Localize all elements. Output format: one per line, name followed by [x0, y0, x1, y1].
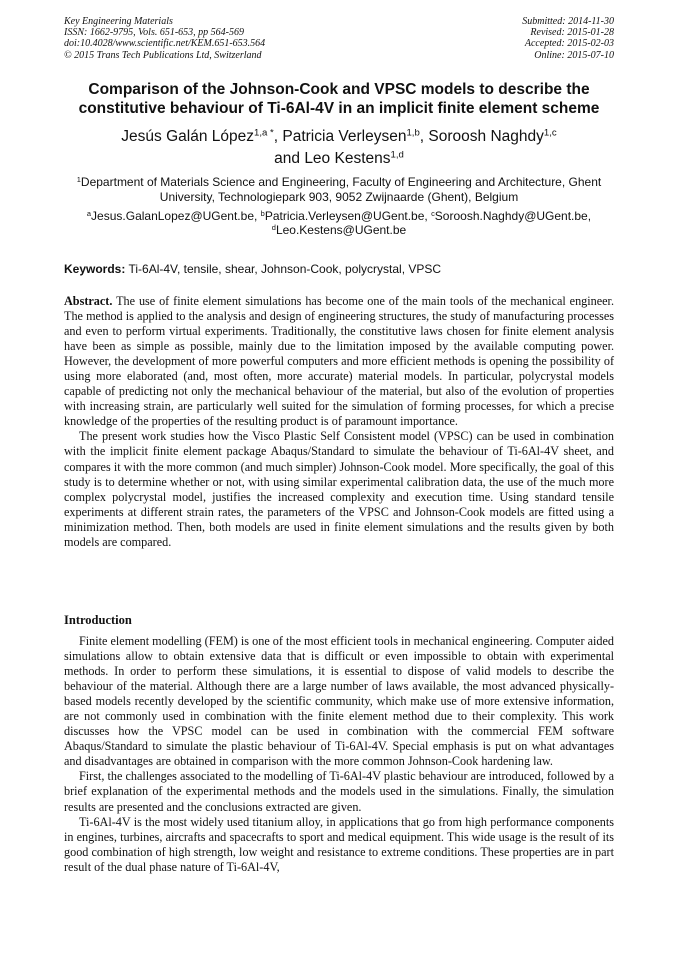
accepted-date: Accepted: 2015-02-03	[524, 38, 614, 50]
abstract-label: Abstract.	[64, 294, 113, 308]
journal-name: Key Engineering Materials	[64, 16, 173, 27]
email-list: $^a$Jesus.GalanLopez@UGent.be, $^b$Patricia.Verleysen@UGent.be, $^c$Soroosh.Naghdy@UGent.be, $^d$Leo.Kestens@UGent.be	[86, 208, 592, 237]
email-link[interactable]: Jesus.GalanLopez@UGent.be	[91, 209, 254, 223]
email-link[interactable]: Patricia.Verleysen@UGent.be	[264, 209, 425, 223]
issn-line: ISSN: 1662-9795, Vols. 651-653, pp 564-569	[64, 27, 244, 39]
title-line-1: Comparison of the Johnson-Cook and VPSC models to describe the	[88, 81, 590, 98]
revised-date: Revised: 2015-01-28	[530, 27, 614, 39]
intro-paragraph-1: Finite element modelling (FEM) is one of the most efficient tools in mechanical engineering. Computer aided simulations allow to obtain extensive data that is difficult or even impossible to obtain with experimental methods. In order to perform these simulations, it is essential to dispose of valid models to describe the behaviour of the material. Although there are a large number of laws available, the most advanced physically-based models recently developed by the scientific community, which make use of more extensive information, are not commonly used in combination with the finite element method due to their complexity. This work discusses how the VPSC model can be used in combination with the commercial FEM software Abaqus/Standard to simulate the plastic behaviour of Ti-6Al-4V. Special emphasis is put on what advantages and disadvantages are obtained in comparison with the more common Johnson-Cook hardening law.	[64, 634, 614, 769]
author-name: Jesús Galán López	[121, 128, 254, 145]
paper-title	[40, 81, 638, 118]
author-name: Leo Kestens	[304, 150, 391, 167]
intro-paragraph-2: First, the challenges associated to the modelling of Ti-6Al-4V plastic behaviour are introduced, followed by a brief explanation of the experimental methods and the models used in the simulations. Finally, the simulation results are presented and the conclusions extracted are given.	[64, 769, 614, 814]
affiliation: $^1$Department of Materials Science and Engineering, Faculty of Engineering and Architecture, Ghent University, Technologiepark 903, 9052 Zwijnaarde (Ghent), Belgium	[50, 175, 628, 205]
email-link[interactable]: Leo.Kestens@UGent.be	[275, 223, 407, 237]
affiliation-line-1: Department of Materials Science and Engineering, Faculty of Engineering and Architecture, Ghent	[80, 175, 602, 189]
keywords-text: Ti-6Al-4V, tensile, shear, Johnson-Cook, polycrystal, VPSC	[128, 262, 442, 276]
author-name: Patricia Verleysen	[282, 128, 407, 145]
email-link[interactable]: Soroosh.Naghdy@UGent.be	[434, 209, 588, 223]
author-sup: 1,b	[406, 127, 420, 139]
abstract	[64, 294, 614, 550]
online-date: Online: 2015-07-10	[534, 49, 614, 61]
journal-header	[64, 16, 265, 61]
abstract-paragraph-2: The present work studies how the Visco Plastic Self Consistent model (VPSC) can be used in combination with the implicit finite element package Abaqus/Standard to simulate the behaviour of Ti-6Al-4V sheet, and compares it with the more common (and much simpler) Johnson-Cook model. More specifically, the goal of this study is to determine whether or not, with using similar experimental calibration data, the use of the much more complex polycrystal model, justifies the increased complexity and execution time. Using standard tensile experiments at different strain rates, the parameters of the VPSC and Johnson-Cook models are fitted using a minimization method. Then, both models are used in finite element simulations and the results given by both models are compared.	[64, 429, 614, 549]
author-sup: 1,c	[543, 127, 557, 139]
doi-line: doi:10.4028/www.scientific.net/KEM.651-653.564	[64, 38, 266, 50]
author-list: Jesús Galán López$^{1,a *}$, Patricia Verleysen$^{1,b}$, Soroosh Naghdy$^{1,c}$ and Leo Kestens$^{1,d}$	[121, 127, 557, 167]
keywords	[64, 262, 614, 276]
introduction-body	[64, 634, 614, 875]
author-sup: 1,d	[390, 149, 404, 161]
intro-paragraph-3: Ti-6Al-4V is the most widely used titanium alloy, in applications that go from high performance components in engines, turbines, aircrafts and spacecrafts to sport and medical equipment. This wide usage is the result of its good combination of high strength, low weight and resistance to extreme conditions. These properties are in part result of the dual phase nature of Ti-6Al-4V,	[64, 814, 614, 874]
title-line-2: constitutive behaviour of Ti-6Al-4V in an implicit finite element scheme	[78, 99, 600, 117]
affiliation-line-2: University, Technologiepark 903, 9052 Zwijnaarde (Ghent), Belgium	[159, 190, 519, 204]
section-heading-introduction: Introduction	[64, 613, 132, 627]
submitted-date: Submitted: 2014-11-30	[522, 16, 614, 27]
author-name: Soroosh Naghdy	[428, 128, 544, 145]
keywords-label: Keywords:	[64, 262, 126, 276]
author-sup: 1,a *	[254, 127, 274, 139]
abstract-paragraph-1: The use of finite element simulations has become one of the main tools of the mechanical engineer. The method is applied to the analysis and design of engineering structures, the study of manufacturing processes and even to perform virtual experiments. Traditionally, the constitutive laws chosen for finite element analysis have been as simple as possible, mainly due to the limitation imposed by the available computing power. However, the development of more powerful computers and more efficient methods is opening the possibility of using more elaborated (and, most often, more accurate) material models. In particular, polycrystal models capable of predicting not only the mechanical behaviour of the material, but also of the evolution of properties with increasing strain, are particularly well suited for the simulation of forming processes, for which a precise knowledge of the properties of the resulting product is of paramount importance.	[64, 294, 614, 429]
copyright-line: © 2015 Trans Tech Publications Ltd, Switzerland	[64, 49, 262, 61]
dates-header	[522, 16, 614, 61]
